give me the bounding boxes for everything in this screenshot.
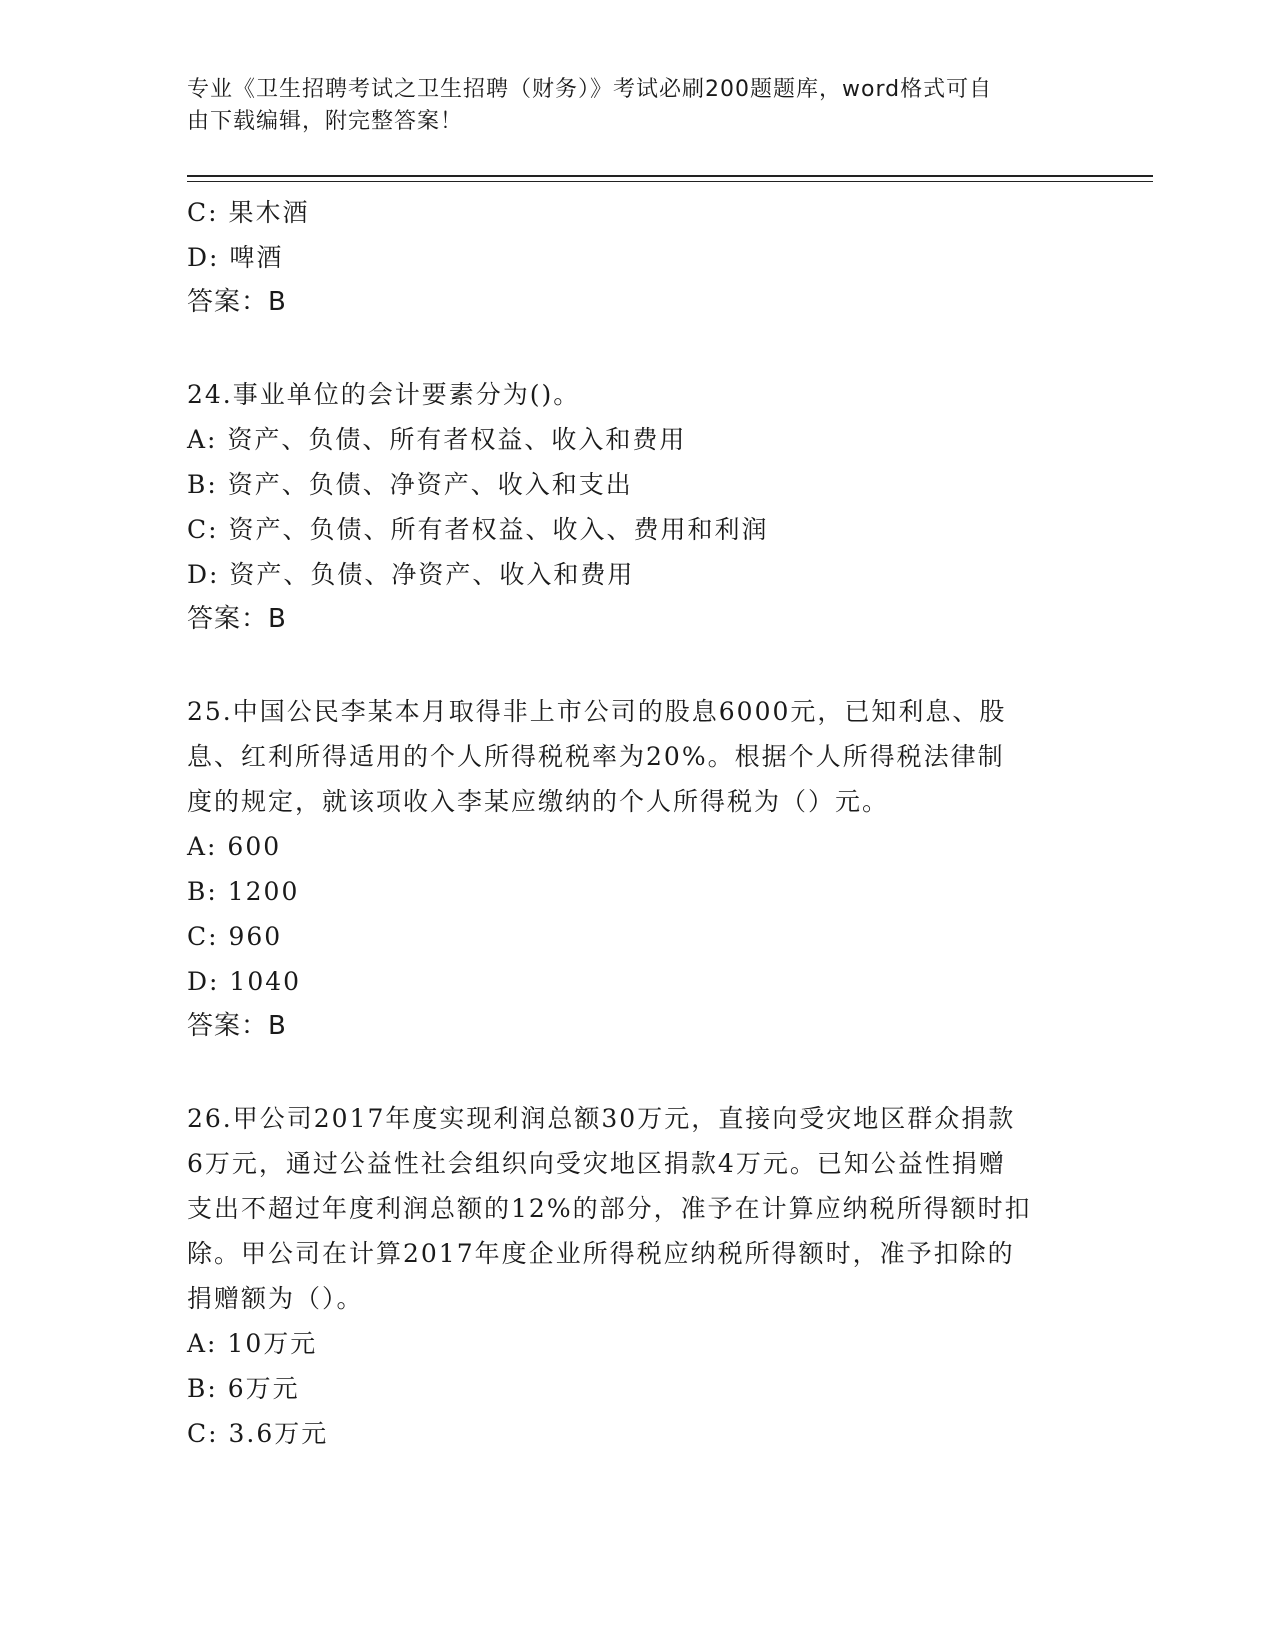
- question-text-line: 息、红利所得适用的个人所得税税率为20%。根据个人所得税法律制: [187, 742, 1005, 771]
- option-c: C: 资产、负债、所有者权益、收入、费用和利润: [187, 515, 769, 544]
- question-text-line: 25.中国公民李某本月取得非上市公司的股息6000元，已知利息、股: [187, 697, 1007, 726]
- header-rule-thick: [187, 175, 1153, 177]
- option-a: A: 10万元: [187, 1329, 318, 1358]
- spacer: [187, 1049, 1087, 1096]
- question-content: [187, 190, 1087, 1456]
- header-rule-thin: [187, 181, 1153, 182]
- header-line-1: 专业《卫生招聘考试之卫生招聘（财务）》考试必刷200题题库，word格式可自: [187, 77, 993, 102]
- option-c: C: 3.6万元: [187, 1419, 329, 1448]
- header-line-2: 由下载编辑，附完整答案！: [187, 109, 464, 134]
- option-c: C: 960: [187, 922, 283, 951]
- option-b: B: 资产、负债、净资产、收入和支出: [187, 470, 633, 499]
- answer-line: 答案：B: [187, 604, 287, 634]
- question-text-line: 支出不超过年度利润总额的12%的部分，准予在计算应纳税所得额时扣: [187, 1194, 1032, 1223]
- spacer: [187, 325, 1087, 372]
- question-text-line: 24.事业单位的会计要素分为()。: [187, 380, 581, 409]
- question-text-line: 6万元，通过公益性社会组织向受灾地区捐款4万元。已知公益性捐赠: [187, 1149, 1006, 1178]
- question-text-line: 26.甲公司2017年度实现利润总额30万元，直接向受灾地区群众捐款: [187, 1104, 1016, 1133]
- document-header: [187, 74, 1067, 138]
- option-d: D: 资产、负债、净资产、收入和费用: [187, 560, 635, 589]
- answer-line: 答案：B: [187, 287, 287, 317]
- option-a: A: 资产、负债、所有者权益、收入和费用: [187, 425, 687, 454]
- question-24: [187, 372, 1087, 642]
- question-text-line: 捐赠额为（）。: [187, 1284, 364, 1313]
- spacer: [187, 642, 1087, 689]
- question-25: [187, 689, 1087, 1049]
- answer-line: 答案：B: [187, 1011, 287, 1041]
- question-text-line: 度的规定，就该项收入李某应缴纳的个人所得税为（）元。: [187, 787, 890, 816]
- option-d: D: 啤酒: [187, 243, 284, 272]
- option-a: A: 600: [187, 832, 282, 861]
- option-b: B: 6万元: [187, 1374, 300, 1403]
- option-d: D: 1040: [187, 967, 302, 996]
- option-b: B: 1200: [187, 877, 300, 906]
- option-c: C: 果木酒: [187, 198, 310, 227]
- question-text-line: 除。甲公司在计算2017年度企业所得税应纳税所得额时，准予扣除的: [187, 1239, 1015, 1268]
- question-26: [187, 1096, 1087, 1456]
